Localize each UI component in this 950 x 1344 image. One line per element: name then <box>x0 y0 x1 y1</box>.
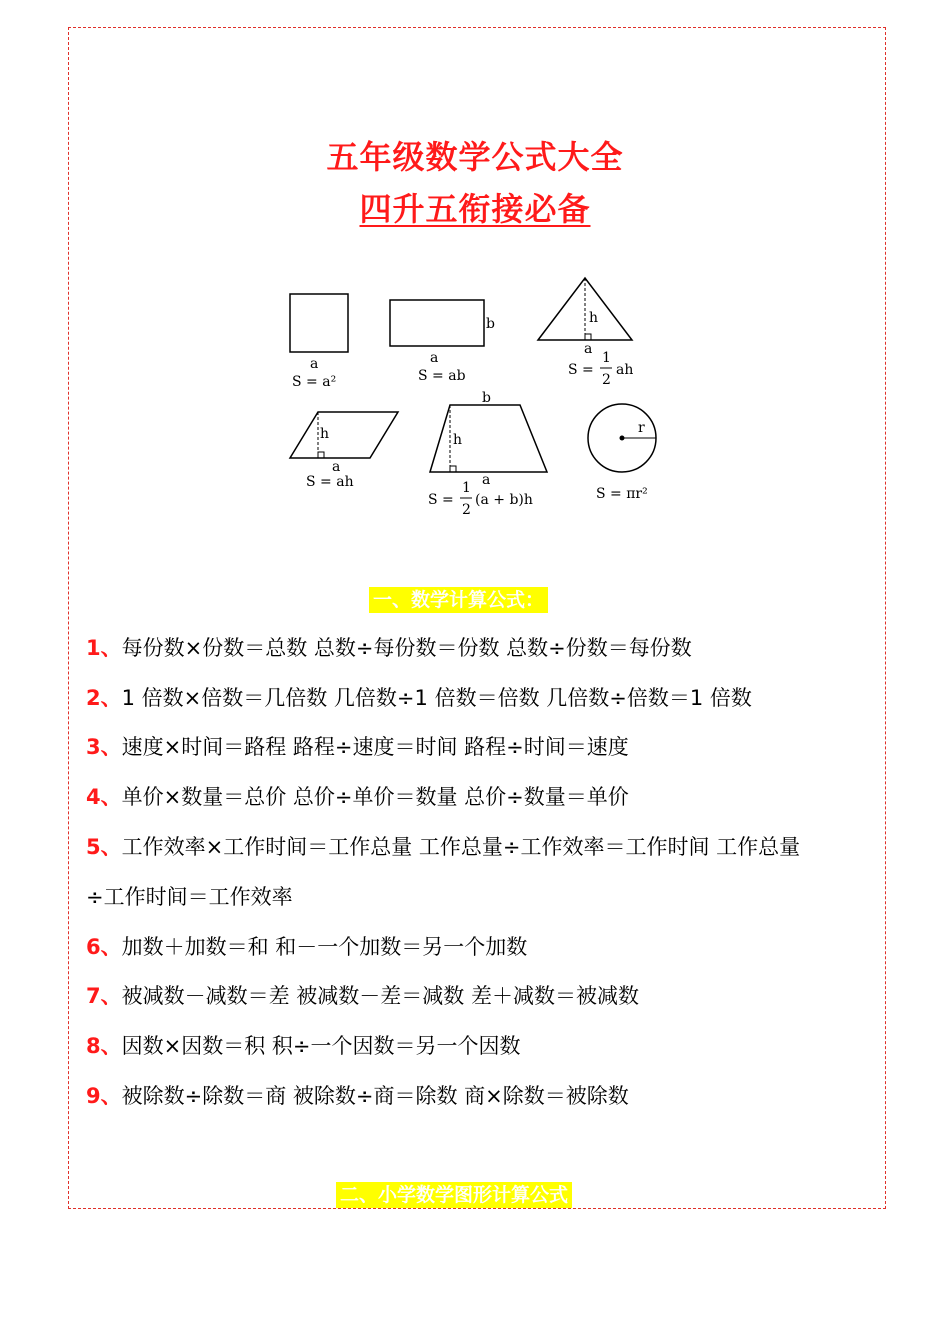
triangle-figure <box>538 278 633 388</box>
item-text: 速度×时间＝路程 路程÷速度＝时间 路程÷时间＝速度 <box>121 735 629 759</box>
parallelogram-figure <box>290 412 398 490</box>
formula-item-continuation: ÷工作时间＝工作效率 <box>86 885 293 909</box>
section-heading-geometry: 二、小学数学图形计算公式 <box>336 1182 572 1208</box>
item-text: 1 倍数×倍数＝几倍数 几倍数÷1 倍数＝倍数 几倍数÷倍数＝1 倍数 <box>121 686 752 710</box>
rectangle-base-label: a <box>430 350 439 366</box>
formula-item <box>86 982 639 1010</box>
triangle-formula-suffix: ah <box>616 362 634 378</box>
item-number: 3、 <box>86 735 122 759</box>
triangle-base-label: a <box>584 341 593 357</box>
section-heading-calculation: 一、数学计算公式： <box>369 587 548 613</box>
square-side-label: a <box>310 356 319 372</box>
square-formula: S = a² <box>292 374 337 390</box>
rectangle-side-label: b <box>486 316 495 332</box>
trapezoid-frac-den: 2 <box>462 502 471 518</box>
trapezoid-top-label: b <box>482 390 491 406</box>
item-text: 加数＋加数＝和 和－一个加数＝另一个加数 <box>121 935 528 959</box>
triangle-frac-num: 1 <box>602 350 611 366</box>
item-text: 因数×因数＝积 积÷一个因数＝另一个因数 <box>121 1034 521 1058</box>
shape-formulas-figure <box>280 272 680 532</box>
formula-item <box>86 733 629 761</box>
parallelogram-base-label: a <box>332 459 341 475</box>
formula-item <box>86 684 752 712</box>
trapezoid-formula-prefix: S = <box>428 492 454 508</box>
trapezoid-formula-suffix: (a + b)h <box>475 492 533 508</box>
item-number: 7、 <box>86 984 122 1008</box>
circle-formula: S = πr² <box>596 486 648 502</box>
circle-radius-label: r <box>638 420 645 436</box>
parallelogram-height-label: h <box>320 426 330 442</box>
formula-item <box>86 1082 629 1110</box>
item-number: 1、 <box>86 636 122 660</box>
trapezoid-base-label: a <box>482 472 491 488</box>
page-subtitle: 四升五衔接必备 <box>359 190 591 228</box>
item-number: 4、 <box>86 785 122 809</box>
trapezoid-frac-num: 1 <box>462 480 471 496</box>
item-number: 9、 <box>86 1084 122 1108</box>
item-number: 8、 <box>86 1034 122 1058</box>
item-number: 2、 <box>86 686 122 710</box>
item-text: 被减数－减数＝差 被减数－差＝减数 差＋减数＝被减数 <box>121 984 639 1008</box>
item-text: 每份数×份数＝总数 总数÷每份数＝份数 总数÷份数＝每份数 <box>121 636 692 660</box>
item-text: 被除数÷除数＝商 被除数÷商＝除数 商×除数＝被除数 <box>121 1084 629 1108</box>
formula-item <box>86 634 692 662</box>
item-text: 单价×数量＝总价 总价÷单价＝数量 总价÷数量＝单价 <box>121 785 629 809</box>
triangle-frac-den: 2 <box>602 372 611 388</box>
item-text: 工作效率×工作时间＝工作总量 工作总量÷工作效率＝工作时间 工作总量 <box>121 835 801 859</box>
item-number: 5、 <box>86 835 122 859</box>
triangle-formula-prefix: S = <box>568 362 594 378</box>
page-title: 五年级数学公式大全 <box>326 138 624 176</box>
formula-item <box>86 1032 521 1060</box>
item-number: 6、 <box>86 935 122 959</box>
formula-item <box>86 833 800 861</box>
square-figure <box>290 294 348 390</box>
formula-item <box>86 783 629 811</box>
rectangle-figure <box>390 300 495 384</box>
triangle-height-label: h <box>589 310 599 326</box>
formula-item <box>86 933 527 961</box>
circle-figure <box>588 404 656 502</box>
parallelogram-formula: S = ah <box>306 474 354 490</box>
trapezoid-figure <box>428 390 547 518</box>
rectangle-formula: S = ab <box>418 368 466 384</box>
trapezoid-height-label: h <box>453 432 463 448</box>
